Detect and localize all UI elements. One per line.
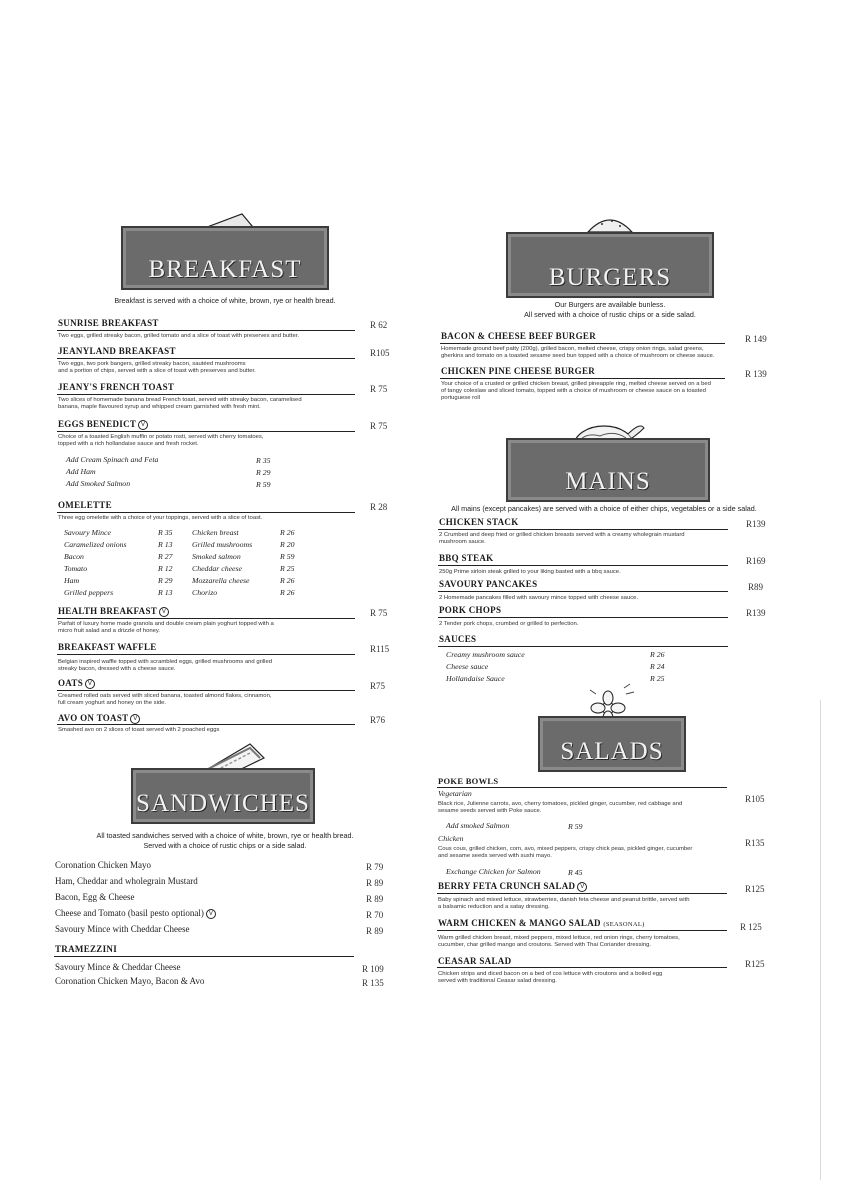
addon-price: R 59: [256, 480, 271, 489]
sandwich-price: R 79: [366, 862, 384, 872]
addon-label: Add Smoked Salmon: [66, 479, 131, 488]
divider: [57, 724, 355, 725]
sandwiches-banner: [131, 768, 315, 824]
item-desc: mushroom sauce.: [439, 539, 486, 545]
item-desc: banana, maple flavoured syrup and whipped cream garnished with fresh mint.: [58, 404, 261, 410]
addon-price: R 35: [256, 456, 271, 465]
topping-label: Caramelized onions: [64, 540, 127, 549]
item-desc: full cream yoghurt and honey on the side.: [58, 700, 167, 706]
item-desc: Your choice of a crusted or grilled chicken breast, grilled pineapple ring, melted cheese served on a bed: [441, 381, 711, 387]
sandwich-label: [55, 908, 216, 919]
item-desc: served with traditional Ceasar salad dressing.: [438, 978, 557, 984]
addon-label: Add smoked Salmon: [446, 821, 510, 830]
topping-label: Chicken breast: [192, 528, 239, 537]
tramezzini-label: Coronation Chicken Mayo, Bacon & Avo: [55, 976, 205, 986]
item-price: R 139: [745, 369, 767, 379]
addon-price: R 29: [256, 468, 271, 477]
topping-price: R 29: [158, 576, 173, 585]
addon-price: R 45: [568, 868, 583, 877]
item-desc: 2 Tender pork chops, crumbed or grilled to perfection.: [439, 621, 579, 627]
sauce-price: R 24: [650, 662, 665, 671]
topping-price: R 25: [280, 564, 295, 573]
item-name: SUNRISE BREAKFAST: [58, 318, 159, 328]
vegetarian-icon: V: [138, 420, 148, 430]
divider: [438, 646, 728, 647]
topping-price: R 26: [280, 528, 295, 537]
divider: [438, 529, 728, 530]
seasonal-note: (SEASONAL): [603, 921, 645, 928]
item-name: PORK CHOPS: [439, 605, 502, 615]
item-name: Vegetarian: [438, 789, 472, 798]
item-name: CEASAR SALAD: [438, 956, 512, 966]
topping-price: R 20: [280, 540, 295, 549]
item-name: [438, 881, 587, 892]
item-name: BREAKFAST WAFFLE: [58, 642, 157, 652]
item-desc: Baby spinach and mixed lettuce, strawberries, danish feta cheese and peanut brittle, served with: [438, 897, 690, 903]
item-desc: and sesame seeds served with sushi mayo.: [438, 853, 552, 859]
tramezzini-price: R 109: [362, 964, 384, 974]
item-desc: gherkins and tomato on a toasted sesame seed bun topped with a choice of mushroom or cheese sauce.: [441, 353, 715, 359]
item-name: [58, 713, 140, 724]
item-desc: Two eggs, grilled streaky bacon, grilled tomato and a slice of toast with preserves and butter.: [58, 333, 299, 339]
sauce-label: Cheese sauce: [446, 662, 489, 671]
item-price: R89: [748, 582, 764, 592]
item-desc: Homemade ground beef patty (200g), grilled bacon, melted cheese, crispy onion rings, salad greens,: [441, 346, 704, 352]
sandwich-price: R 89: [366, 926, 384, 936]
item-desc: Two slices of homemade banana bread French toast, served with streaky bacon, caramelised: [58, 397, 302, 403]
item-desc: of tangy coleslaw and sliced tomato, topped with a choice of mushroom or cheese sauce on a toasted: [441, 388, 706, 394]
sauce-label: Creamy mushroom sauce: [446, 650, 525, 659]
item-desc: Cous cous, grilled chicken, corn, avo, mixed peppers, crispy chick peas, pickled ginger, cucumber: [438, 846, 693, 852]
item-desc: sesame seeds served with Poke sauce.: [438, 808, 542, 814]
divider: [57, 618, 355, 619]
divider: [438, 591, 728, 592]
item-price: R75: [370, 681, 386, 691]
divider: [57, 690, 355, 691]
item-name: [58, 606, 169, 617]
item-desc: 2 Crumbed and deep fried or grilled chicken breasts served with a creamy wholegrain mustard: [439, 532, 685, 538]
item-name: [438, 918, 645, 928]
item-price: R115: [370, 644, 390, 654]
divider: [437, 893, 727, 894]
salads-banner: [538, 716, 686, 772]
vegetarian-icon: V: [85, 679, 95, 689]
item-desc: 2 Homemade pancakes filled with savoury mince topped with cheese sauce.: [439, 595, 639, 601]
topping-label: Savoury Mince: [64, 528, 111, 537]
sandwiches-title: SANDWICHES: [136, 790, 310, 817]
item-desc: Warm grilled chicken breast, mixed peppers, mixed lettuce, red onion rings, cherry tomatoes,: [438, 935, 680, 941]
sandwich-price: R 89: [366, 894, 384, 904]
item-price: R 75: [370, 421, 388, 431]
item-price: R76: [370, 715, 386, 725]
item-desc: Smashed avo on 2 slices of toast served with 2 poached eggs: [58, 727, 220, 733]
item-price: R 75: [370, 608, 388, 618]
item-price: R105: [745, 794, 765, 804]
topping-label: Bacon: [64, 552, 84, 561]
sandwich-price: R 89: [366, 878, 384, 888]
item-name: BACON & CHEESE BEEF BURGER: [441, 331, 596, 341]
item-desc: and a portion of chips, served with a slice of toast with preserves and butter.: [58, 368, 256, 374]
topping-price: R 26: [280, 576, 295, 585]
divider: [57, 358, 355, 359]
divider: [437, 787, 727, 788]
sandwiches-intro: All toasted sandwiches served with a choice of white, brown, rye or health bread.: [96, 831, 354, 840]
topping-price: R 13: [158, 540, 173, 549]
divider: [57, 330, 355, 331]
vegetarian-icon: V: [159, 607, 169, 617]
divider: [437, 930, 727, 931]
item-desc: Parfait of luxury home made granola and double cream plain yoghurt topped with a: [58, 621, 274, 627]
item-desc: micro fruit salad and a drizzle of honey.: [58, 628, 161, 634]
burgers-banner: [506, 232, 714, 298]
sandwich-label: Coronation Chicken Mayo: [55, 860, 151, 870]
sandwich-label: Bacon, Egg & Cheese: [55, 892, 135, 902]
topping-price: R 27: [158, 552, 173, 561]
item-price: R125: [745, 959, 765, 969]
item-price: R 62: [370, 320, 388, 330]
item-name: BBQ STEAK: [439, 553, 494, 563]
sandwich-label: Ham, Cheddar and wholegrain Mustard: [55, 876, 198, 886]
item-desc: Chicken strips and diced bacon on a bed of cos lettuce with croutons and a boiled egg: [438, 971, 663, 977]
divider: [57, 512, 355, 513]
topping-label: Ham: [64, 576, 80, 585]
topping-label: Grilled peppers: [64, 588, 114, 597]
divider: [54, 956, 354, 957]
vegetarian-icon: V: [130, 714, 140, 724]
item-price: R139: [746, 608, 766, 618]
burgers-intro: Our Burgers are available bunless.: [554, 300, 666, 309]
addon-label: Add Cream Spinach and Feta: [66, 455, 159, 464]
item-name-text: HEALTH BREAKFAST: [58, 606, 158, 616]
item-name: CHICKEN PINE CHEESE BURGER: [441, 366, 596, 376]
vegetarian-icon: V: [206, 909, 216, 919]
topping-label: Mozzarella cheese: [192, 576, 250, 585]
topping-label: Smoked salmon: [192, 552, 241, 561]
item-price: R169: [746, 556, 766, 566]
divider: [57, 394, 355, 395]
topping-price: R 35: [158, 528, 173, 537]
item-name: JEANY'S FRENCH TOAST: [58, 382, 175, 392]
divider: [437, 967, 727, 968]
item-name: Chicken: [438, 834, 464, 843]
item-desc: Two eggs, two pork bangers, grilled streaky bacon, sautéed mushrooms: [58, 361, 246, 367]
divider: [57, 654, 355, 655]
mains-title: MAINS: [565, 468, 651, 495]
breakfast-intro: Breakfast is served with a choice of white, brown, rye or health bread.: [114, 296, 336, 305]
item-desc: topped with a rich hollandaise sauce and fresh rocket.: [58, 441, 199, 447]
divider: [438, 617, 728, 618]
item-price: R139: [746, 519, 766, 529]
item-price: R125: [745, 884, 765, 894]
item-price: R 28: [370, 502, 388, 512]
tramezzini-price: R 135: [362, 978, 384, 988]
topping-price: R 13: [158, 588, 173, 597]
item-name-text: AVO ON TOAST: [58, 713, 129, 723]
item-desc: Belgian inspired waffle topped with scrambled eggs, grilled mushrooms and grilled: [58, 659, 273, 665]
item-desc: 250g Prime sirloin steak grilled to your liking basted with a bbq sauce.: [439, 569, 621, 575]
item-desc: a balsamic reduction and a satay dressing.: [438, 904, 550, 910]
item-name-text: EGGS BENEDICT: [58, 419, 137, 429]
topping-price: R 26: [280, 588, 295, 597]
item-price: R 75: [370, 384, 388, 394]
divider: [440, 343, 725, 344]
sandwich-price: R 70: [366, 910, 384, 920]
item-price: R 149: [745, 334, 767, 344]
item-desc: Creamed rolled oats served with sliced banana, toasted almond flakes, cinnamon,: [58, 693, 272, 699]
item-name: CHICKEN STACK: [439, 517, 519, 527]
topping-label: Chorizo: [192, 588, 218, 597]
sauce-price: R 25: [650, 674, 665, 683]
addon-label: Add Ham: [66, 467, 96, 476]
item-name-text: BERRY FETA CRUNCH SALAD: [438, 881, 576, 891]
item-name: OMELETTE: [58, 500, 112, 510]
sandwich-label-text: Cheese and Tomato (basil pesto optional): [55, 908, 204, 918]
item-name-text: OATS: [58, 678, 84, 688]
tramezzini-title: TRAMEZZINI: [55, 944, 118, 954]
item-name: [58, 419, 148, 430]
salads-title: SALADS: [560, 738, 664, 765]
tramezzini-label: Savoury Mince & Cheddar Cheese: [55, 962, 181, 972]
breakfast-title: BREAKFAST: [148, 256, 302, 283]
burgers-intro: All served with a choice of rustic chips or a side salad.: [524, 310, 696, 319]
item-name: [58, 678, 95, 689]
topping-price: R 59: [280, 552, 295, 561]
vegetarian-icon: V: [577, 882, 587, 892]
sandwich-label: Savoury Mince with Cheddar Cheese: [55, 924, 190, 934]
addon-label: Exchange Chicken for Salmon: [446, 867, 541, 876]
item-price: R135: [745, 838, 765, 848]
item-desc: cucumber, char grilled mango and croutons. Served with Thai Coriander dressing.: [438, 942, 652, 948]
sauces-title: SAUCES: [439, 634, 477, 644]
item-desc: portuguese roll: [441, 395, 480, 401]
mains-banner: [506, 438, 710, 502]
burgers-title: BURGERS: [548, 264, 672, 291]
item-price: R 125: [740, 922, 762, 932]
topping-price: R 12: [158, 564, 173, 573]
item-name: JEANYLAND BREAKFAST: [58, 346, 176, 356]
divider: [438, 565, 728, 566]
breakfast-banner: [121, 226, 329, 290]
item-name: SAVOURY PANCAKES: [439, 579, 538, 589]
topping-label: Grilled mushrooms: [192, 540, 253, 549]
topping-label: Cheddar cheese: [192, 564, 243, 573]
poke-title: POKE BOWLS: [438, 776, 499, 786]
sandwiches-intro: Served with a choice of rustic chips or a side salad.: [143, 841, 307, 850]
item-desc: Choice of a toasted English muffin or potato rosti, served with cherry tomatoes,: [58, 434, 264, 440]
addon-price: R 59: [568, 822, 583, 831]
item-desc: Three egg omelette with a choice of your toppings, served with a slice of toast.: [58, 515, 263, 521]
divider: [440, 378, 725, 379]
item-name-text: WARM CHICKEN & MANGO SALAD: [438, 918, 601, 928]
sauce-price: R 26: [650, 650, 665, 659]
divider: [57, 431, 355, 432]
scan-edge-line: [820, 700, 821, 1180]
topping-label: Tomato: [64, 564, 88, 573]
item-desc: Black rice, Julienne carrots, avo, cherry tomatoes, pickled ginger, cucumber, red cabbage and: [438, 801, 683, 807]
item-price: R105: [370, 348, 390, 358]
sauce-label: Hollandaise Sauce: [446, 674, 505, 683]
mains-intro: All mains (except pancakes) are served with a choice of either chips, vegetables or a side salad.: [451, 504, 757, 513]
item-desc: streaky bacon, dressed with a cheese sauce.: [58, 666, 176, 672]
